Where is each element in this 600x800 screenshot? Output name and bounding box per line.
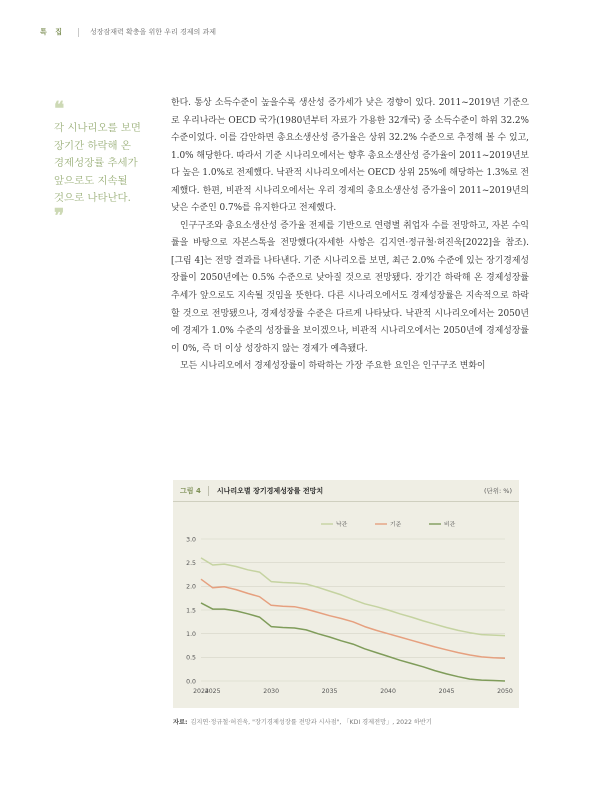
body-paragraph: 한다. 통상 소득수준이 높을수록 생산성 증가세가 낮은 경향이 있다. 2011~2019년 기준으로 우리나라는 OECD 국가(1980년부터 자료가 가용한 32개국) 중 소득수준이 하위 32.2% 수준이었다. 이를 감안하면 총요소생산성 증가율은 상위 32.2% 수준으로 추정해 볼 수 있고, 1.0% 해당한다. 따라서 기준 시나리오에서는 향후 총요소생산성 증가율이 2011~2019년보다 높은 1.0%로 전제했다. 낙관적 시나리오에서는 OECD 상위 25%에 해당하는 1.3%로 전제했다. 한편, 비관적 시나리오에서는 우리 경제의 총요소생산성 증가율이 2011~2019년의 낮은 수준인 0.7%를 유지한다고 전제했다. [171, 98, 529, 214]
series-line-비관 [201, 603, 505, 681]
source-label: 자료: [173, 719, 188, 726]
legend-label: 기준 [390, 522, 402, 529]
y-tick-label: 3.0 [186, 536, 196, 544]
figure-box [173, 480, 519, 708]
pull-quote-text [54, 120, 154, 208]
y-tick-label: 1.5 [186, 607, 196, 615]
body-paragraph: 인구구조와 총요소생산성 증가율 전제를 기반으로 연령별 취업자 수를 전망하고, 자본 수익률을 바탕으로 자본스톡을 전망했다(자세한 사항은 김지연·정규철·허진욱[2022]을 참조). [그림 4]는 전망 결과를 나타낸다. 기준 시나리오를 보면, 최근 2.0% 수준에 있는 장기경제성장률이 2050년에는 0.5% 수준으로 낮아질 것으로 전망됐다. 장기간 하락해 온 경제성장률 추세가 앞으로도 지속될 것임을 뜻한다. 다른 시나리오에서도 경제성장률은 지속적으로 하락할 것으로 전망됐으나, 경제성장률 수준은 다르게 나타났다. 낙관적 시나리오에서는 2050년에 경제가 1.0% 수준의 성장률을 보이겠으나, 비관적 시나리오에서는 2050년에 경제성장률이 0%, 즉 더 이상 성장하지 않는 경제가 예측됐다. [171, 220, 529, 354]
close-quote-icon: ❞ [54, 204, 63, 227]
series-line-낙관 [201, 558, 505, 636]
header-divider [78, 28, 79, 37]
pull-quote-line: 것으로 나타난다. [54, 192, 131, 204]
article-body [171, 95, 529, 376]
pull-quote [54, 98, 154, 227]
figure-source [173, 717, 432, 726]
y-tick-label: 0.0 [186, 678, 196, 686]
figure-header [173, 480, 519, 502]
y-tick-label: 2.0 [186, 583, 196, 591]
x-tick-label: 2030 [263, 688, 280, 695]
legend-label: 낙관 [336, 522, 348, 529]
line-chart [173, 501, 519, 708]
section-label: 특 집 [40, 28, 65, 36]
page-header [40, 27, 216, 37]
figure-header-divider [208, 486, 209, 496]
x-tick-label: 2025 [204, 688, 221, 695]
source-text: 김지연·정규철·허진욱, "장기경제성장률 전망과 시사점", 「KDI 경제전망」, 2022 하반기 [190, 719, 432, 726]
pull-quote-line: 장기간 하락해 온 [54, 139, 131, 152]
y-tick-label: 1.0 [186, 630, 196, 638]
figure-unit: (단위: %) [483, 487, 512, 495]
x-tick-label: 2050 [497, 688, 513, 695]
body-paragraph: 모든 시나리오에서 경제성장률이 하락하는 가장 주요한 요인은 인구구조 변화이 [180, 361, 486, 372]
x-tick-label: 2024 [193, 688, 209, 695]
y-tick-label: 2.5 [186, 559, 196, 567]
x-tick-label: 2045 [438, 688, 455, 695]
open-quote-icon: ❝ [54, 98, 63, 120]
pull-quote-line: 각 시나리오를 보면 [54, 122, 141, 134]
series-line-기준 [201, 579, 505, 658]
header-title: 성장잠재력 확충을 위한 우리 경제의 과제 [89, 28, 217, 36]
figure-title: 시나리오별 장기경제성장률 전망치 [216, 486, 324, 495]
x-tick-label: 2035 [321, 688, 338, 695]
x-tick-label: 2040 [380, 688, 396, 695]
pull-quote-line: 앞으로도 지속될 [54, 174, 128, 187]
legend-label: 비관 [444, 522, 456, 529]
figure-tag: 그림 4 [180, 486, 201, 495]
pull-quote-line: 경제성장률 추세가 [54, 157, 138, 169]
y-tick-label: 0.5 [186, 654, 196, 662]
